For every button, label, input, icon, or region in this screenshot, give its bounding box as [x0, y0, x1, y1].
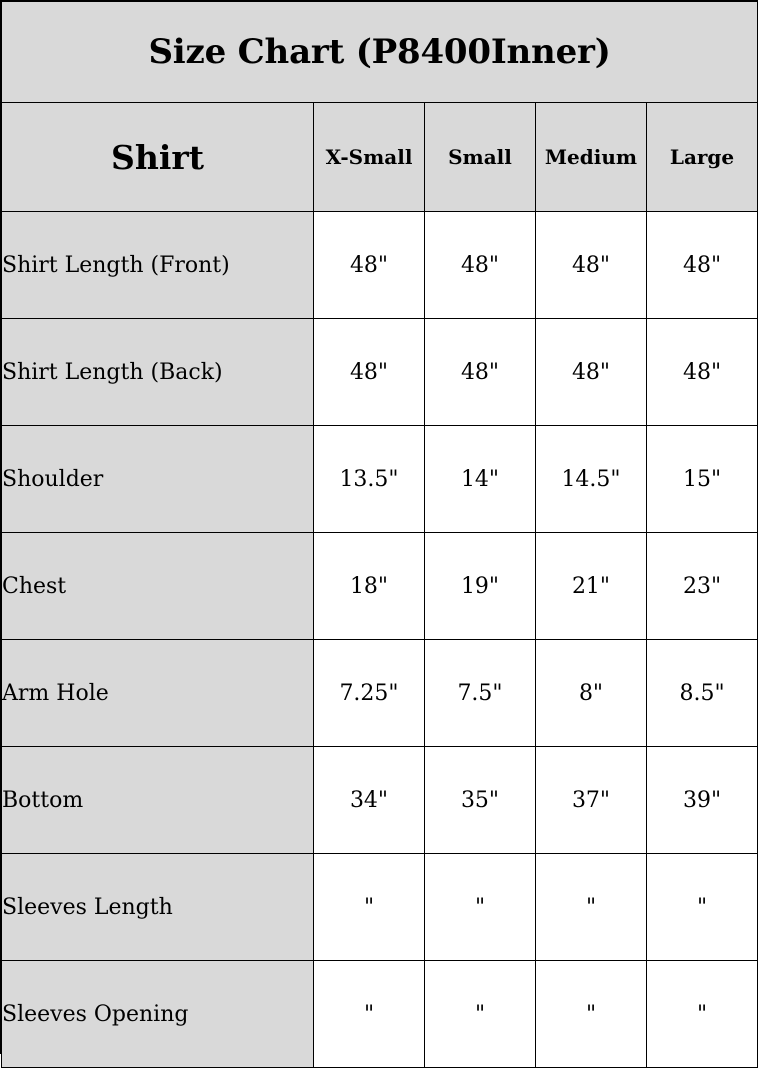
- measure-label: Shoulder: [2, 426, 314, 533]
- measure-label: Chest: [2, 533, 314, 640]
- measure-value: 7.5": [425, 640, 536, 747]
- table-row: [2, 854, 758, 961]
- measure-value: 15": [647, 426, 758, 533]
- measure-label: Shirt Length (Back): [2, 319, 314, 426]
- table-row: [2, 961, 758, 1068]
- measure-value: 7.25": [314, 640, 425, 747]
- measure-value: 21": [536, 533, 647, 640]
- measure-value: ": [314, 854, 425, 961]
- measure-label: Bottom: [2, 747, 314, 854]
- header-garment-label: Shirt: [2, 103, 314, 212]
- measure-value: 37": [536, 747, 647, 854]
- measure-value: ": [425, 961, 536, 1068]
- table-row: [2, 426, 758, 533]
- measure-value: 8.5": [647, 640, 758, 747]
- measure-value: 48": [425, 212, 536, 319]
- measure-value: 48": [647, 319, 758, 426]
- measure-value: 35": [425, 747, 536, 854]
- measure-value: 48": [314, 319, 425, 426]
- measure-label: Sleeves Length: [2, 854, 314, 961]
- column-header-row: [2, 103, 758, 212]
- measure-value: 8": [536, 640, 647, 747]
- table-row: [2, 747, 758, 854]
- header-size-x-small: X-Small: [314, 103, 425, 212]
- size-chart-table: [1, 1, 758, 1068]
- measure-value: 48": [536, 319, 647, 426]
- measure-value: 18": [314, 533, 425, 640]
- measure-value: 48": [536, 212, 647, 319]
- table-row: [2, 640, 758, 747]
- measure-value: 48": [425, 319, 536, 426]
- measure-value: 23": [647, 533, 758, 640]
- measure-value: 19": [425, 533, 536, 640]
- measure-value: ": [314, 961, 425, 1068]
- header-size-small: Small: [425, 103, 536, 212]
- measure-value: ": [425, 854, 536, 961]
- measure-value: ": [536, 854, 647, 961]
- measure-value: ": [536, 961, 647, 1068]
- measure-value: ": [647, 961, 758, 1068]
- table-row: [2, 212, 758, 319]
- measure-value: 34": [314, 747, 425, 854]
- measure-value: 14.5": [536, 426, 647, 533]
- measure-value: 13.5": [314, 426, 425, 533]
- table-row: [2, 533, 758, 640]
- title-row: [2, 2, 758, 103]
- measure-label: Shirt Length (Front): [2, 212, 314, 319]
- measure-value: 48": [314, 212, 425, 319]
- size-chart-body: [2, 2, 758, 1068]
- header-size-large: Large: [647, 103, 758, 212]
- measure-value: ": [647, 854, 758, 961]
- page-title: Size Chart (P8400Inner): [2, 2, 758, 103]
- measure-value: 39": [647, 747, 758, 854]
- measure-value: 48": [647, 212, 758, 319]
- table-row: [2, 319, 758, 426]
- measure-label: Arm Hole: [2, 640, 314, 747]
- measure-label: Sleeves Opening: [2, 961, 314, 1068]
- header-size-medium: Medium: [536, 103, 647, 212]
- measure-value: 14": [425, 426, 536, 533]
